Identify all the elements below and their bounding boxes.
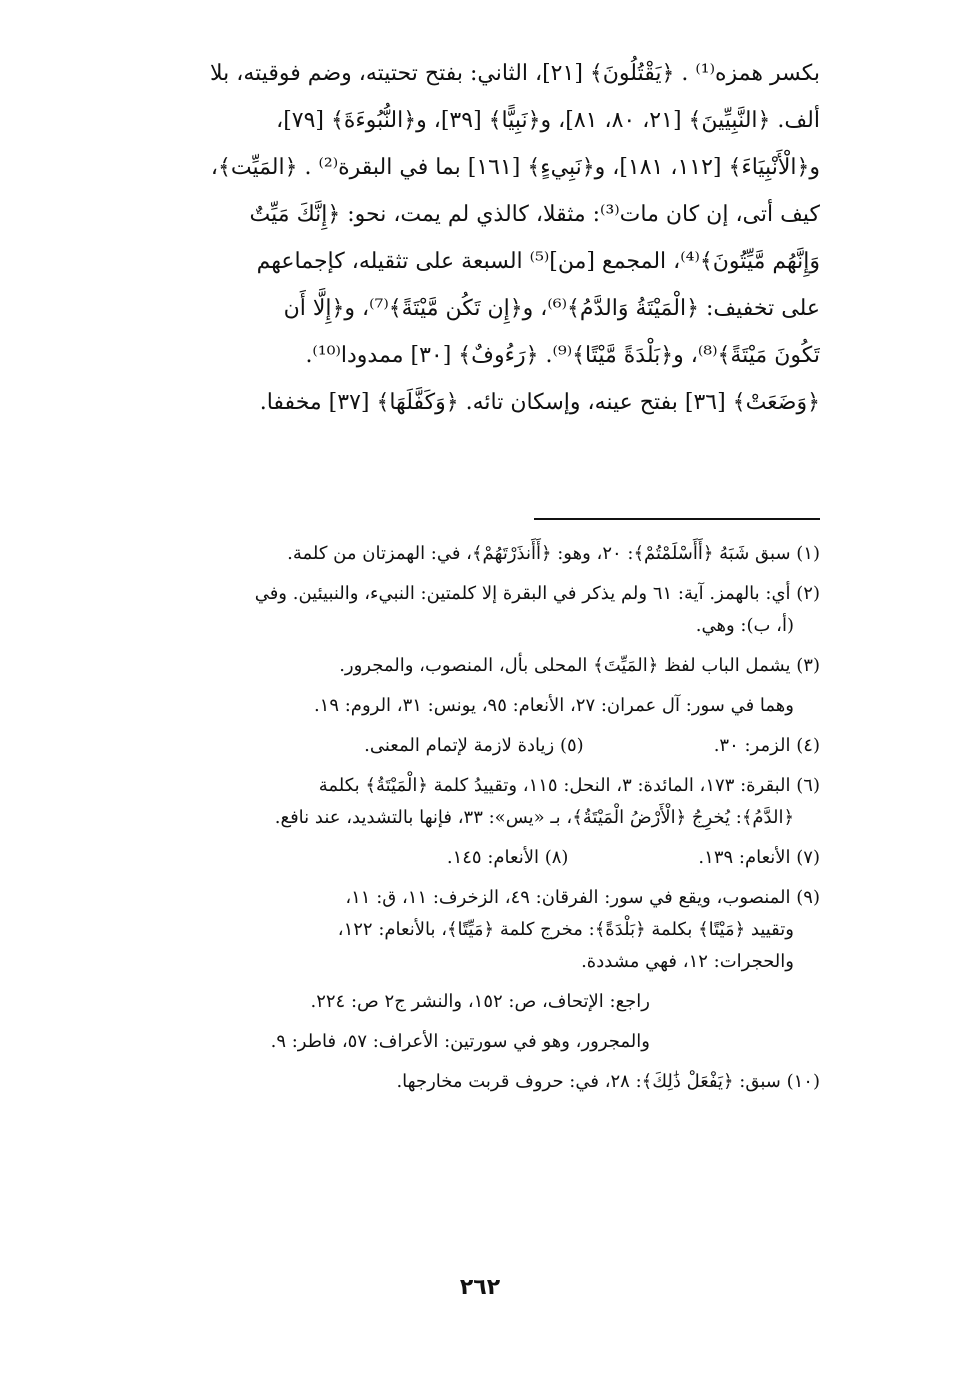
footnote-5: (٥) زيادة لازمة لإتمام المعنى. xyxy=(364,735,584,756)
main-text-line: ألف. ﴿النَّبِيِّينَ﴾ [٢١، ٨٠، ٨١]، و﴿نَبِيًّا﴾ [٣٩]، و﴿النُّبُوءَةَ﴾ [٧٩]، xyxy=(276,108,820,133)
footnote-2: (٢) أي: بالهمز. آية: ٦١ ولم يذكر في البقرة إلا كلمتين: النبيء، والنبيئين. وفي xyxy=(254,583,820,604)
footnote-6: (٦) البقرة: ١٧٣، المائدة: ٣، النحل: ١١٥، وتقييدُ كلمة ﴿الْمَيْتَةُ﴾ بكلمة xyxy=(318,775,820,796)
footnote-3: (٣) يشمل الباب لفظ ﴿المَيِّتَ﴾ المحلى بأل، المنصوب، والمجرور. xyxy=(339,655,820,676)
footnote-9: (٩) المنصوب، ويقع في سور: الفرقان: ٤٩، الزخرف: ١١، ق: ١١، xyxy=(345,887,820,908)
main-text-line: ﴿وَضَعَتْ﴾ [٣٦] بفتح عينه، وإسكان تائه. ﴿وَكَفَّلَهَا﴾ [٣٧] مخففا. xyxy=(259,390,820,415)
main-text-line: وَإِنَّهُم مَّيِّتُونَ﴾⁽⁴⁾، المجمع [من]⁽⁵⁾ السبعة على تثقيله، كإجماعهم xyxy=(256,249,820,274)
main-text-line: بكسر همزه⁽¹⁾ . ﴿يَقْتُلُونَ﴾ [٢١]، الثاني: بفتح تحتيته، وضم فوقيته، بلا xyxy=(210,61,820,86)
main-text-line: كيف أتى، إن كان مات⁽³⁾: مثقلا، كالذي لم يمت، نحو: ﴿إِنَّكَ مَيِّتٌ xyxy=(249,202,820,227)
main-text-line: و﴿الْأَنْبِيَاءَ﴾ [١١٢، ١٨١]، و﴿نَبِيءٍ﴾ [١٦١] بما في البقرة⁽²⁾ . ﴿المَيِّت﴾، xyxy=(210,155,820,180)
footnote-separator xyxy=(534,518,820,520)
footnotes-block xyxy=(140,538,820,1098)
main-text-line: تَكُونَ مَيْتَةً﴾⁽⁸⁾، و﴿بَلْدَةً مَّيْتًا﴾⁽⁹⁾. ﴿رَءُوفٌ﴾ [٣٠] ممدودا⁽¹⁰⁾. xyxy=(305,343,820,368)
footnote-9-reference: والمجرور، وهو في سورتين: الأعراف: ٥٧، فاطر: ٩. xyxy=(270,1031,650,1052)
main-text-block xyxy=(140,50,820,426)
footnotes-7-8-row xyxy=(140,842,820,874)
footnote-8: (٨) الأنعام: ١٤٥. xyxy=(446,847,569,868)
footnote-9-reference: راجع: الإتحاف، ص: ١٥٢، والنشر ج٢ ص: ٢٢٤. xyxy=(310,991,650,1012)
footnote-1: (١) سبق شَبَهُ ﴿أَأَسْلَمْتُمْ﴾: ٢٠، وهو: ﴿أَأَنذَرْتَهُمْ﴾، في: الهمزتان من كلمة. xyxy=(287,543,820,564)
footnote-10: (١٠) سبق: ﴿يَفْعَلْ ذَٰلِكَ﴾: ٢٨، في: حروف قربت مخارجها. xyxy=(396,1071,820,1092)
page-number: ٢٦٢ xyxy=(459,1275,501,1300)
footnote-7: (٧) الأنعام: ١٣٩. xyxy=(698,847,820,868)
footnotes-4-5-row xyxy=(140,730,820,762)
footnote-9-continuation: والحجرات: ١٢، فهي مشددة. xyxy=(581,951,794,972)
main-text-line: على تخفيف: ﴿الْمَيْتَةُ وَالدَّمُ﴾⁽⁶⁾، و﴿إِن تَكُن مَّيْتَةً﴾⁽⁷⁾، و﴿إِلَّا أَن xyxy=(283,296,820,321)
footnote-9-continuation: وتقييد ﴿مَيْتًا﴾ بكلمة ﴿بَلْدَةً﴾: مخرج كلمة ﴿مَيِّتًا﴾، بالأنعام: ١٢٢، xyxy=(337,919,794,940)
footnote-2-continuation: (أ، ب): وهي. xyxy=(695,615,794,636)
footnote-6-continuation: ﴿الدَّمُ﴾: يُخرِجُ ﴿الْأَرْضُ الْمَيْتَةُ﴾، بـ «يس»: ٣٣، فإنها بالتشديد، عند نافع. xyxy=(274,807,794,828)
footnote-4: (٤) الزمر: ٣٠. xyxy=(713,735,820,756)
footnote-3-continuation: وهما في سور: آل عمران: ٢٧، الأنعام: ٩٥، يونس: ٣١، الروم: ١٩. xyxy=(313,695,794,716)
